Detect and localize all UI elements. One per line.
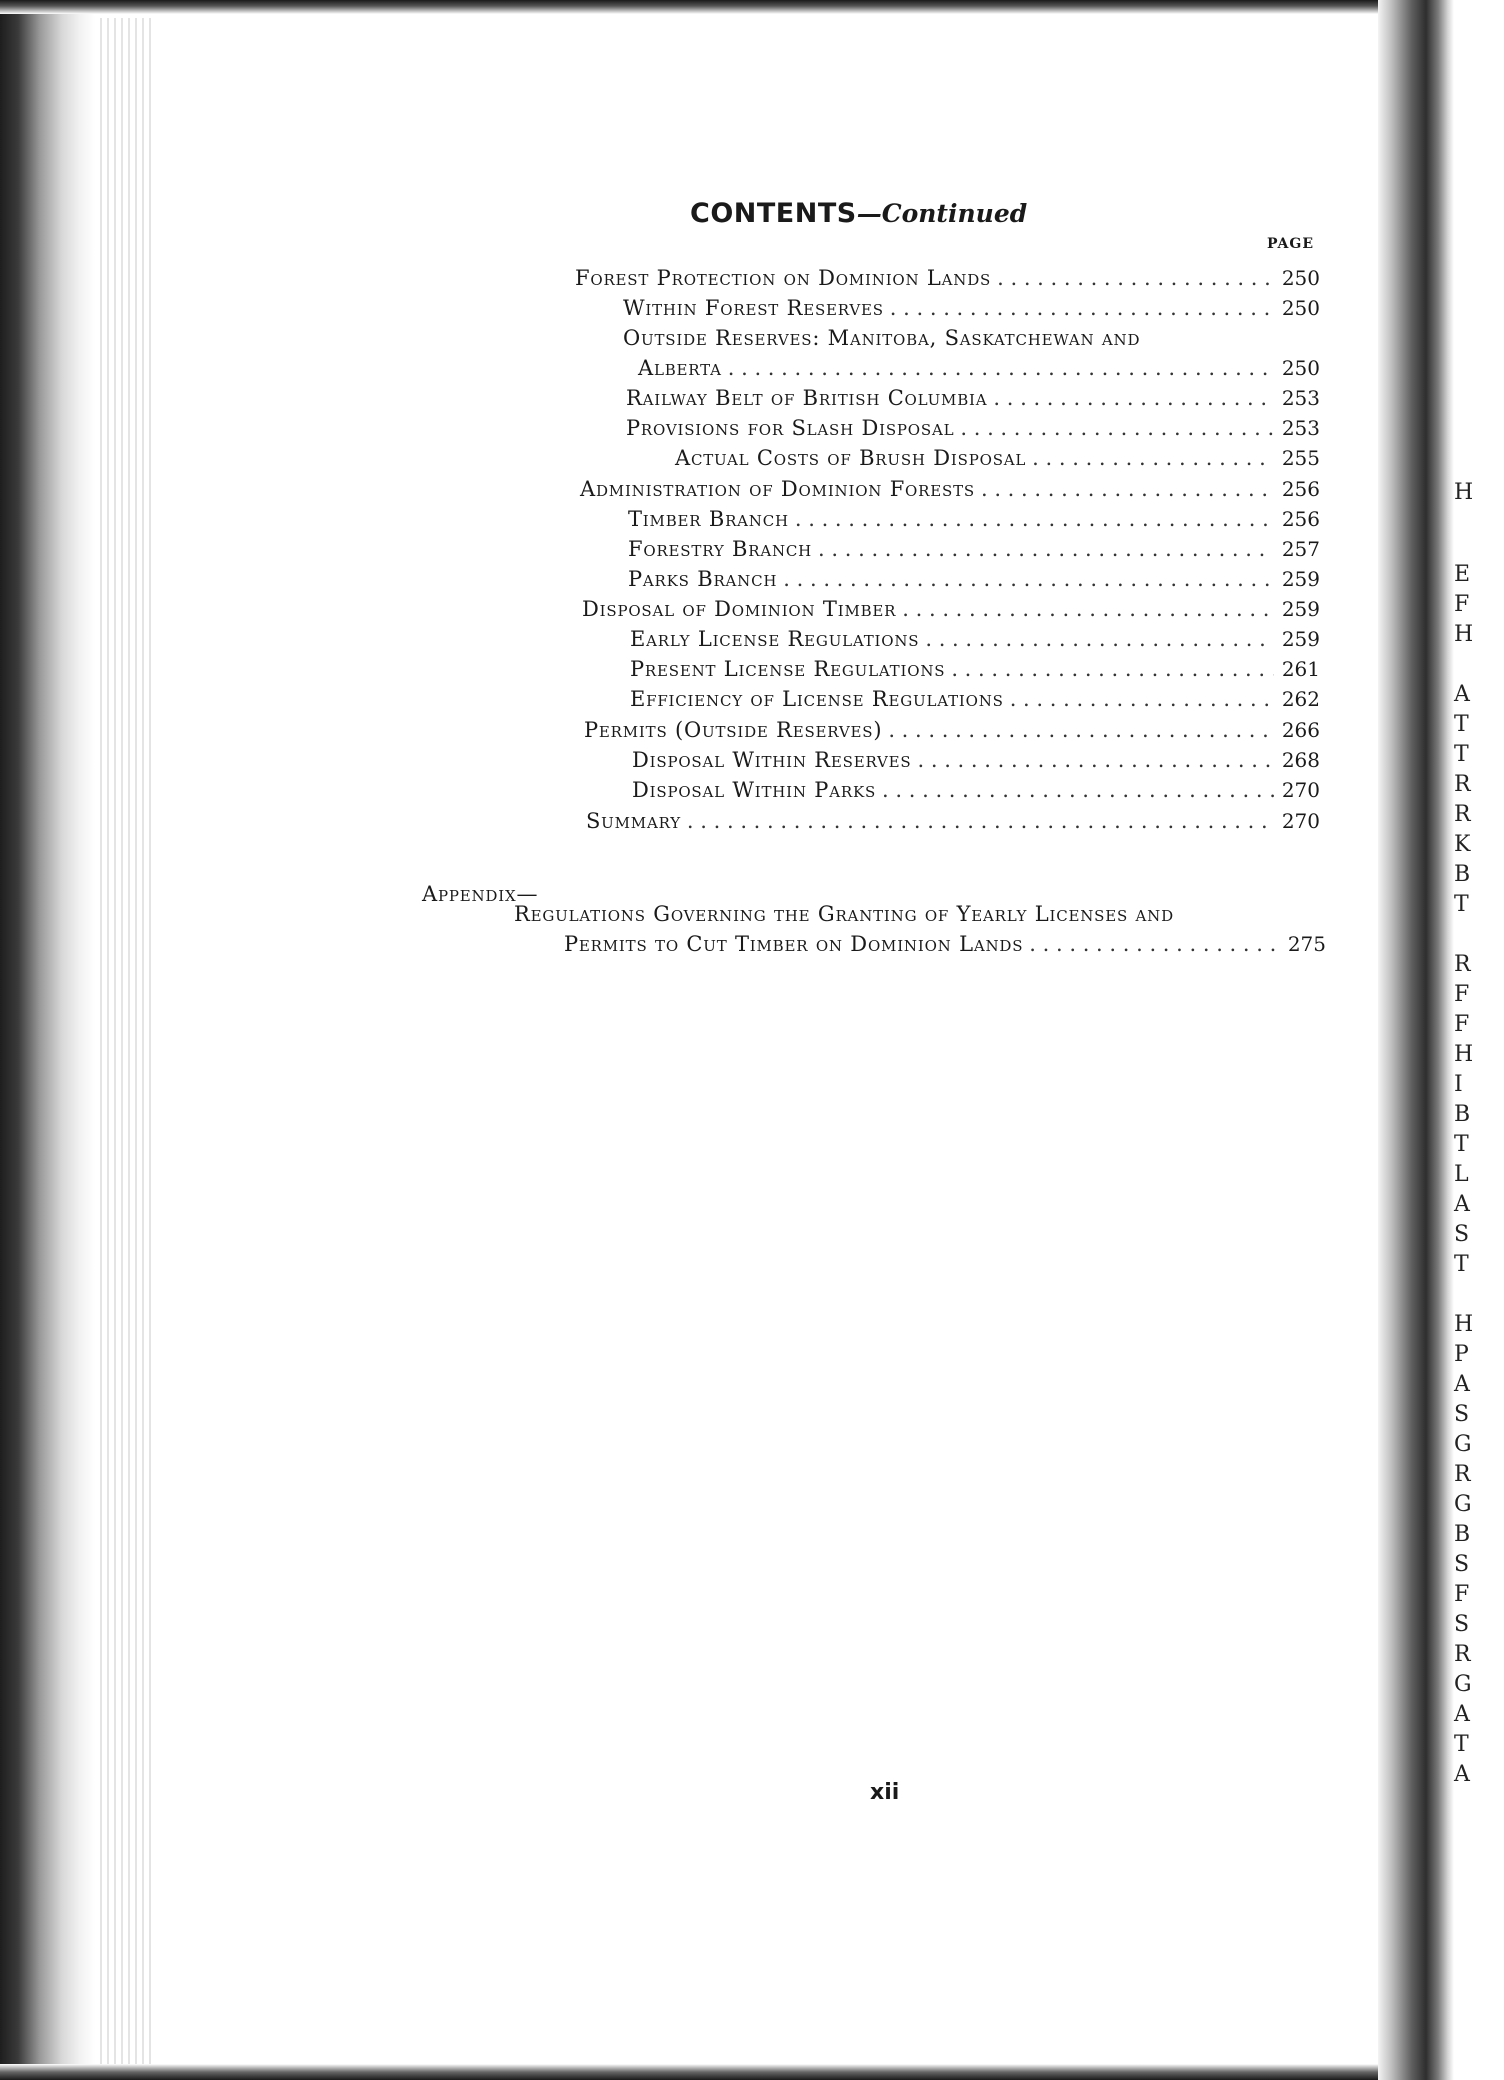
toc-entry-page: 270 xyxy=(1281,809,1320,833)
toc-entry-page: 259 xyxy=(1281,627,1320,651)
toc-entry-title: Present License Regulations xyxy=(630,657,946,681)
toc-entry-title: Actual Costs of Brush Disposal xyxy=(675,446,1027,470)
toc-entry-page: 253 xyxy=(1281,386,1320,410)
toc-entry-title: Efficiency of License Regulations xyxy=(630,687,1004,711)
leader-dots xyxy=(981,477,1274,501)
facing-page-letter: G xyxy=(1454,1432,1472,1457)
toc-entry-title: Disposal Within Parks xyxy=(632,778,877,802)
leader-dots xyxy=(1010,687,1274,711)
toc-entry xyxy=(575,266,1320,296)
facing-page-letter: L xyxy=(1454,1162,1469,1187)
facing-page-letter: R xyxy=(1454,772,1471,797)
toc-entry xyxy=(675,446,1320,476)
contents-dash: — xyxy=(856,199,882,228)
toc-entry-page: 253 xyxy=(1281,416,1320,440)
appendix-entry-line: Regulations Governing the Granting of Yearly Licenses and xyxy=(514,902,1174,926)
toc-entry-title: Disposal of Dominion Timber xyxy=(582,597,897,621)
leader-dots xyxy=(1032,446,1274,470)
toc-entry-page: 266 xyxy=(1281,718,1320,742)
leader-dots xyxy=(960,416,1274,440)
toc-entry xyxy=(586,809,1320,839)
facing-page-letter: H xyxy=(1454,480,1474,505)
toc-entry-title: Disposal Within Reserves xyxy=(632,748,912,772)
facing-page-letter: T xyxy=(1454,1732,1469,1757)
toc-entry xyxy=(628,507,1320,537)
facing-page-letter: B xyxy=(1454,1102,1471,1127)
toc-entry-page: 250 xyxy=(1281,266,1320,290)
toc-entry-title: Railway Belt of British Columbia xyxy=(626,386,988,410)
facing-page-letter: K xyxy=(1454,832,1471,857)
toc-entry: Outside Reserves: Manitoba, Saskatchewan and xyxy=(623,326,1141,350)
toc-entry-page: 270 xyxy=(1281,778,1320,802)
facing-page-letter: F xyxy=(1454,592,1470,617)
toc-entry-page: 250 xyxy=(1281,296,1320,320)
leader-dots xyxy=(918,748,1275,772)
toc-entry-page: 259 xyxy=(1281,567,1320,591)
toc-entry-title: Forest Protection on Dominion Lands xyxy=(575,266,992,290)
facing-page-letter: B xyxy=(1454,862,1471,887)
facing-page-letter: G xyxy=(1454,1672,1472,1697)
facing-page-letter: R xyxy=(1454,802,1471,827)
facing-page-letter: G xyxy=(1454,1492,1472,1517)
facing-page-letter: T xyxy=(1454,1132,1469,1157)
leader-dots xyxy=(902,597,1274,621)
toc-entry xyxy=(628,567,1320,597)
facing-page-letter: A xyxy=(1454,1702,1470,1727)
toc-entry-page: 250 xyxy=(1281,356,1320,380)
facing-page-letter: H xyxy=(1454,622,1474,647)
book-bottom-edge xyxy=(0,2064,1504,2080)
facing-page-letter: S xyxy=(1454,1612,1470,1637)
toc-entry-title: Parks Branch xyxy=(628,567,778,591)
facing-page-letter: T xyxy=(1454,892,1469,917)
toc-entry xyxy=(584,718,1320,748)
facing-page-letter: A xyxy=(1454,682,1470,707)
leader-dots xyxy=(818,537,1274,561)
leader-dots xyxy=(687,809,1274,833)
toc-entry-title: Early License Regulations xyxy=(630,627,920,651)
toc-entry-page: 261 xyxy=(1281,657,1320,681)
toc-entry-page: 256 xyxy=(1281,477,1320,501)
leader-dots xyxy=(993,386,1274,410)
toc-entry-page: 259 xyxy=(1281,597,1320,621)
appendix-label: Appendix— xyxy=(422,882,539,906)
leader-dots xyxy=(925,627,1274,651)
facing-page-letter: A xyxy=(1454,1762,1470,1787)
facing-page-letter: I xyxy=(1454,1072,1463,1097)
toc-entry xyxy=(638,356,1320,386)
leader-dots xyxy=(997,266,1274,290)
toc-entry xyxy=(630,657,1320,687)
facing-page-letter: A xyxy=(1454,1192,1470,1217)
toc-entry xyxy=(630,687,1320,717)
toc-entry xyxy=(626,386,1320,416)
facing-page-letter: R xyxy=(1454,1642,1471,1667)
contents-heading xyxy=(690,198,1027,229)
page-column-label: PAGE xyxy=(1267,236,1314,252)
facing-page-letter: T xyxy=(1454,1252,1469,1277)
facing-page-letter: S xyxy=(1454,1552,1470,1577)
leader-dots xyxy=(951,657,1274,681)
toc-entry-title: Summary xyxy=(586,809,681,833)
facing-page-letter: R xyxy=(1454,1462,1471,1487)
leader-dots xyxy=(795,507,1274,531)
toc-entry xyxy=(582,597,1320,627)
toc-entry-page: 255 xyxy=(1281,446,1320,470)
contents-continued: Continued xyxy=(881,199,1028,228)
facing-page-letter: T xyxy=(1454,742,1469,767)
toc-entry-page: 262 xyxy=(1281,687,1320,711)
facing-page-letter: E xyxy=(1454,562,1471,587)
toc-entry xyxy=(623,296,1320,326)
toc-entry xyxy=(632,748,1320,778)
facing-page-letter: R xyxy=(1454,952,1471,977)
facing-page-letter: S xyxy=(1454,1222,1470,1247)
toc-entry-title: Alberta xyxy=(638,356,722,380)
toc-entry xyxy=(630,627,1320,657)
leader-dots xyxy=(888,718,1274,742)
toc-entry-title: Timber Branch xyxy=(628,507,789,531)
toc-entry-title: Permits (Outside Reserves) xyxy=(584,718,883,742)
toc-entry-title: Forestry Branch xyxy=(628,537,813,561)
contents-title: CONTENTS xyxy=(690,198,857,229)
facing-page-letter: A xyxy=(1454,1372,1470,1397)
facing-page-letter: F xyxy=(1454,982,1470,1007)
facing-page-letter: F xyxy=(1454,1012,1470,1037)
facing-page-letter: H xyxy=(1454,1312,1474,1337)
page-number: xii xyxy=(870,1780,900,1805)
facing-page-letter: P xyxy=(1454,1342,1469,1367)
leader-dots xyxy=(890,296,1274,320)
leader-dots xyxy=(882,778,1274,802)
toc-entry-page: 268 xyxy=(1281,748,1320,772)
toc-entry-title: Within Forest Reserves xyxy=(623,296,884,320)
toc-entry xyxy=(632,778,1320,808)
appendix-entry-page: 275 xyxy=(1287,932,1326,956)
facing-page-letter: F xyxy=(1454,1582,1470,1607)
facing-page-letter: T xyxy=(1454,712,1469,737)
toc-entry-page: 257 xyxy=(1281,537,1320,561)
appendix-entry-title: Permits to Cut Timber on Dominion Lands xyxy=(564,932,1024,956)
page-stack-lines xyxy=(95,18,155,2068)
toc-entry xyxy=(580,477,1320,507)
toc-entry-page: 256 xyxy=(1281,507,1320,531)
toc-entry xyxy=(628,537,1320,567)
facing-page-letter: B xyxy=(1454,1522,1471,1547)
toc-entry-title: Provisions for Slash Disposal xyxy=(626,416,955,440)
leader-dots xyxy=(1029,932,1280,956)
facing-page-letter: H xyxy=(1454,1042,1474,1067)
appendix-entry xyxy=(564,932,1326,962)
book-left-edge xyxy=(0,0,95,2080)
toc-entry xyxy=(626,416,1320,446)
book-top-edge xyxy=(0,0,1504,14)
facing-page-letter: S xyxy=(1454,1402,1470,1427)
leader-dots xyxy=(783,567,1274,591)
toc-entry-title: Administration of Dominion Forests xyxy=(580,477,975,501)
leader-dots xyxy=(728,356,1274,380)
book-gutter xyxy=(1378,0,1454,2080)
